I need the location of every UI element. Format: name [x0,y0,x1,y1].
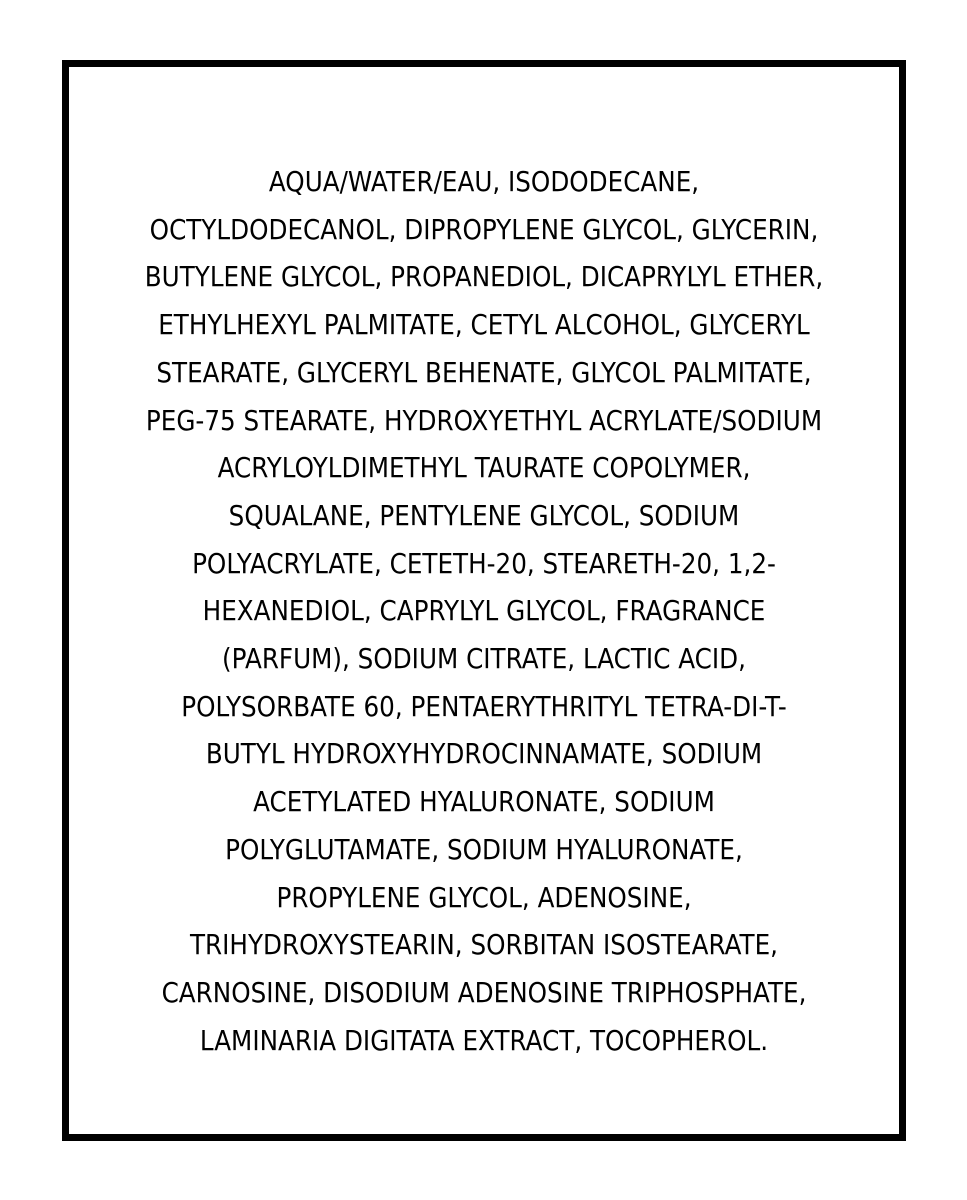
ingredient-line: (PARFUM), SODIUM CITRATE, LACTIC ACID, [222,642,746,676]
ingredient-line: AQUA/WATER/EAU, ISODODECANE, [268,165,700,198]
ingredient-line: POLYGLUTAMATE, SODIUM HYALURONATE, [225,832,743,866]
ingredient-line: OCTYLDODECANOL, DIPROPYLENE GLYCOL, GLYCERIN, [149,212,819,246]
ingredient-line: POLYSORBATE 60, PENTAERYTHRITYL TETRA-DI-T- [181,689,787,723]
ingredient-line: LAMINARIA DIGITATA EXTRACT, TOCOPHEROL. [199,1023,769,1057]
ingredients-list [69,158,899,1064]
ingredient-line: ACETYLATED HYALURONATE, SODIUM [253,785,715,819]
ingredient-line: POLYACRYLATE, CETETH-20, STEARETH-20, 1,2- [192,546,776,580]
ingredient-line: HEXANEDIOL, CAPRYLYL GLYCOL, FRAGRANCE [202,594,766,628]
ingredients-frame [62,60,906,1141]
ingredient-line: PEG-75 STEARATE, HYDROXYETHYL ACRYLATE/SODIUM [145,403,823,437]
ingredient-line: CARNOSINE, DISODIUM ADENOSINE TRIPHOSPHATE, [161,975,807,1009]
ingredient-line: BUTYL HYDROXYHYDROCINNAMATE, SODIUM [205,737,763,771]
ingredient-line: SQUALANE, PENTYLENE GLYCOL, SODIUM [228,498,740,532]
ingredient-line: ACRYLOYLDIMETHYL TAURATE COPOLYMER, [217,451,751,485]
ingredient-line: BUTYLENE GLYCOL, PROPANEDIOL, DICAPRYLYL ETHER, [144,260,824,294]
ingredient-line: TRIHYDROXYSTEARIN, SORBITAN ISOSTEARATE, [189,928,778,962]
ingredient-line: STEARATE, GLYCERYL BEHENATE, GLYCOL PALMITATE, [156,355,812,389]
ingredient-line: PROPYLENE GLYCOL, ADENOSINE, [276,880,692,914]
ingredient-line: ETHYLHEXYL PALMITATE, CETYL ALCOHOL, GLYCERYL [158,308,810,342]
